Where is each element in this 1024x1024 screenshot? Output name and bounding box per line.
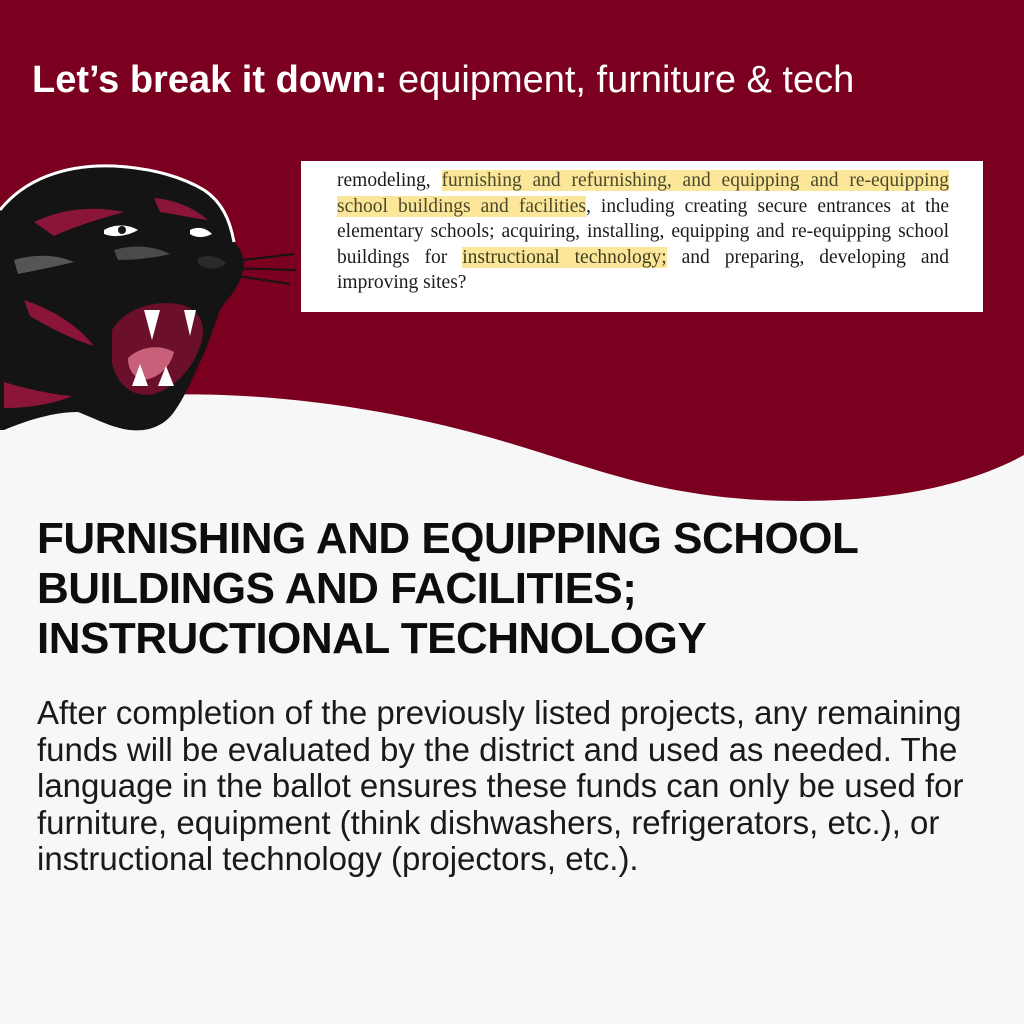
section-heading: [37, 514, 987, 664]
panther-pupil-left: [118, 226, 126, 234]
excerpt-highlight-technology: instructional technology;: [462, 246, 667, 268]
heading-line-2: BUILDINGS AND FACILITIES;: [37, 564, 637, 613]
header-title-rest: equipment, furniture & tech: [387, 59, 855, 101]
excerpt-text-part1: remodeling,: [337, 170, 442, 191]
header-title: [32, 56, 992, 104]
heading-line-1: FURNISHING AND EQUIPPING SCHOOL: [37, 514, 859, 563]
header-title-bold: Let’s break it down:: [32, 59, 388, 101]
ballot-language-excerpt: [301, 161, 983, 312]
excerpt-text-part2: , including creating secure entrances at the elementary schools; acquiring, installing, equipping and re-equipping school buildings for: [337, 195, 949, 268]
excerpt-highlight-furnishing: furnishing and refurnishing, and equipping and re-equipping school buildings and facilities: [337, 170, 950, 217]
excerpt-text-part3: and preparing, developing and improving sites?: [337, 246, 949, 294]
panther-mascot-icon: [0, 150, 304, 450]
body-paragraph: After completion of the previously listed projects, any remaining funds will be evaluated by the district and used as needed. The language in the ballot ensures these funds can only be used for furniture, equipment (think dishwashers, refrigerators, etc.), or instructional technology (projectors, etc.).: [37, 694, 964, 877]
heading-line-3: INSTRUCTIONAL TECHNOLOGY: [37, 614, 707, 663]
